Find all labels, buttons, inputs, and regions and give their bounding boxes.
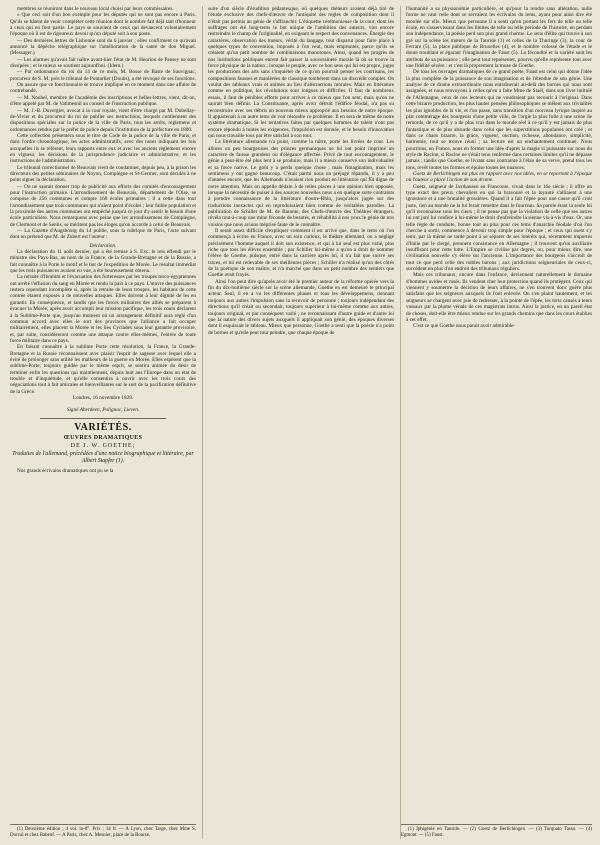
column-2	[202, 6, 394, 839]
paragraph: — Des dernières lettres de Lisbonne sont du 6 janvier ; elles confirment ce qu'avait annoncé la dépêche télégraphique sur l'amélioration de la santé de don Miguel. (Messager.)	[10, 37, 196, 57]
paragraph: En faisant connaître à la sublime Porte cette résolution, la France, la Grande-Bretagne et la Russie reconnaissent avec plaisir l'esprit de sagesse avec lequel elle a évité de prolonger sans utilité les malheurs de la guerre en Morée. Elles espèrent que la sublime-Porte, toujours guidée par le même esprit, se sentira animée du désir de terminer enfin les questions qui maintiennent, depuis huit ans l'Europe dans un état de trouble et d'inquiétude, et qu'elle consentira à ouvrir avec les trois cours des négociations tout à fait amicales et bienveillantes sur le sort de la pacification définitive de la Grèce.	[10, 344, 196, 395]
paragraph: La déclaration du 11 août dernier, qui a été remise à S. Exc. le reis effendi par le ministre des Pays-Bas, au nom de la France, de la Grande-Bretagne et de la Russie, a fait connaître à la Porte le motif et le but de l'expédition de Morée. Le résultat immédiat que les trois puissances avaient en vue, a été heureusement obtenu.	[10, 249, 196, 275]
paragraph: On assure que ce fonctionnaire se trouve impliqué en ce moment dans une affaire de contrebande.	[10, 82, 196, 95]
translation-note: Traduites de l'allemand, précédées d'une notice biographique et littéraire, par Albert Stapfer (1).	[12, 451, 194, 465]
work-title: ŒUVRES DRAMATIQUES	[63, 435, 143, 442]
paragraph: — M. Nouhel, membre de l'académie des inscriptions et belles-lettres, vient, dit-on, d'être appelé par M. de Vatimesnil au conseil de l'instruction publique.	[10, 94, 196, 108]
author-name: DE J. W. GOETHE;	[70, 443, 136, 450]
paragraph: membres se réuniront dans le nouveau local choisi par leurs commissaires.	[17, 6, 174, 12]
paragraph: « Que ceci soit d'un bon exemple pour les députés qui ne sont pas encore à Paris. Qu'ils se hâtent de venir compléter cette réunion dont le nombre fait déjà tant d'honneur à ceux qui en font partie. Le pays se souvient de ceux qui devancent volontairement l'époque où il est de rigoureux devoir qu'un député soit à son poste.	[10, 12, 196, 38]
signatories: Signé Aberdeen, Polignac, Lieven.	[66, 406, 140, 413]
paragraph: Goetz, seigneur de Jaxthausen en Franconie, vivait dans le 16e siècle ; il offre un type exact des preux chevaliers en qui la bravoure et la loyauté s'alliaient à une ignorance et à une brutalité grossières. Quand il a fait l'épée pour une cause qu'il croit juste, rien au monde ne la lui ferait remettre dans le fourreau. Sa parole étant la seule loi qu'il reconnaisse sous les cieux ; il ne pense pas que la violation de celle que ses autres lui ont juré lui confère à lui-même le droit d'enfreindre la sienne vis-à-vis d'eux. Or, une telle règle de conduite, bonne tout au plus pour ces tems d'anarchie féodale d'où l'on cherche à sortir, commence à devenir trop simple pour l'époque ; et ceux qui osent s'y tenir, par là même ne tarde point à se séparer de ses intérêts qui, récemment importés d'Italie par le clergé, prennent consistance en Allemagne ; il trouvent qu'un auxiliaire insuffisant pour cette lutte. L'Empire se civilise par degrés, ou, pour mieux dire, une civilisation nouvelle s'y élève sur l'ancienne. L'importance des bourgeois s'accroît de tout ce que perd celle des nobles barons ; aux juridictions seigneuriales de ceux-ci, succèdent en plus d'un endroit des tribunaux réguliers.	[406, 183, 592, 273]
paragraph: C'est ce que Goethe nous parait avoir admirable-	[413, 323, 516, 330]
paragraph: Goetz de Berlichingen est plus en rapport avec nos idées, en se reportant à l'époque où l'auteur a placé l'action de son drame.	[406, 170, 592, 184]
section-divider	[40, 418, 166, 419]
paragraph: — M. J.-B. Duvergier, avocat à la cour royale, vient d'être chargé par M. Dubellay-de-Vivier et du procureur du roi de publier ses instructions, lesquels contiennent des dispositions spéciales sur la police de la ville de Paris, tous les arrêts, règlemens et ordonnances rendus par le préfet de police depuis l'institution de la préfecture en 1800.	[10, 107, 196, 133]
column-1	[10, 6, 196, 839]
declaration-title: Déclaration.	[89, 242, 117, 249]
section-heading-varietes: VARIÉTÉS.	[74, 422, 132, 434]
paragraph: La retraite d'Ibrahim et l'évacuation des forteresses par les troupes turco-égyptiennes ont arrêté l'effusion du sang en Morée et rendu la paix à ce pays. L'œuvre des puissances restera cependant incomplète si, après la retraite de leurs troupes, les habitans de cette contrée étaient exposés à de nouvelles attaques. Elles doivent à leur dignité de les en garantir. En conséquence, et tandis que les forces militaires des alliés se préparent à évacuer la Morée, après avoir accompli leur mission pacifique, les trois cours déclarent à la Sublime-Porte que, jusqu'au moment où un arrangement définitif aura réglé d'un commun accord avec elles le sort des provinces que l'alliance a fait occuper militairement, elles placent la Morée et les îles Cyclades sous leur garantie provisoire, et, par suite, considéreront comme une attaque contre elles-mêmes, l'entrée de toute force militaire dans ce pays.	[10, 274, 196, 344]
footnote-block	[401, 824, 592, 839]
footnote: (1) Deuxième édition ; 4 vol. in-8°. Prix : 14 fr. — A Lyon, chez Targe, chez Mme S. Durval et chez Babeuf. — A Paris, chez A. Mesnier, place de la Bourse.	[10, 827, 196, 839]
footnote: (1) Iphigénie en Tauride. — (2) Goetz de Berlichingen. — (3) Torquato Tasso. — (4) Egmont. — (5) Faust.	[401, 827, 592, 839]
paragraph: — On ne saurait donner trop de publicité aux efforts des comités d'encouragement pour l'instruction primaire. L'arrondissement de Beauvais, département de l'Oise, se compose de 256 communes et compte 160 écoles primaires ; il a cette dans tout l'arrondissement que trois communes qui n'aient point d'écoles ; leur faible population et la proximité des autres communes ont empêché jusqu'à ce jour d'y sentir le besoin d'une école particulière. Nous remarquons avec peine que les arrondissemens de Compiègne, de Clermont et de Senlis, se méritent pas les éloges qu'on accorde à celui de Beauvais.	[10, 183, 196, 228]
paragraph: De tous les ouvrages dramatiques de ce grand poète, Faust est celui qui donne l'idée la plus complète de la puissance de son imagination et de l'étendue de son génie. Une analyse de ce drame extraordinaire nous entraînerait au-delà des bornes qui nous sont assignées, et nous renvoyons à celles qu'en a faite Mme de Staël, dans son livre intitulé de l'Allemagne, ceux de nos lecteurs qui ne voudraient pas recourir à l'original. Dans cette bizarre production, les plus hautes pensées philosophiques se mêlent aux trivialités les plus ignobles de la vie, et l'on passe, sans transition d'un morceau lyrique inspiré au plat commérage des bourgeois d'une petite ville, de l'orgie la plus folle à une scène de remords, de ce qu'il y a de plus vrai dans le monde réel à ce qu'il y est jamais de plus fantastique et de plus absurde dans celui que les superstitions populaires ont créé ; et dans ce chaos bizarre, la grâce, vigueur, onction, richesse, abondance, simplicité, harmonie, tout se trouve réuni ; sa lecture est un enchantement continuel. Nous pourrions, en France, nous en former une idée d'après la magie si puissante sur nous du style de Racine, si Racine ne s'était tenu renfermé dans certaines limites qu'il ne dépasse jamais ; tandis que Goethe, se livrant sans contrainte à l'élan de sa verve, prend tous les tons, revêt toutes les formes et épuise toutes les nuances.	[406, 69, 592, 171]
paragraph: Il serait assez difficile d'expliquer comment il est arrivé que, dans le tems où l'on commença à écrire en France, avec un soin curieux, le théâtre allemand, on a négligé précisément l'homme auquel il doit son existence, et qui à lui seul est plus varié, plus riche que tous les élèves ensemble ; par Schiller lui-même a qu'on a droit de nommer l'élève de Goethe, puisque, entré dans la carrière après lui, il n'a fait que suivre ses traces, et lui est redevable de ses meilleures pièces ; Schiller n'a réalisé qu'un des côtés de la poétique de son maître, et n'a marché que dans un petit nombre des sentiers que Goethe avait frayés.	[208, 228, 394, 279]
paragraph: suite d'un siècle d'érudition pédantesque, où quelques rhéteurs avaient déjà tiré de l'étude exclusive des chefs-d'œuvre de l'antiquité des règles de composition dont il n'était pas permis au génie de s'affranchir. L'étiquette cérémonieuse de la cour, dont les suffrages ont été long-tems le but unique de l'ambition des auteurs, vint encore restreindre le champ de l'originalité, en exigeant le respect des convenances. Énergie des caractères, observation des mœurs, vérité du langage, tout disparut pour faire place à quelques types de convention, imposés à l'on veut, mais empruntés, parce qu'ils se créaient qu'un petit nombre de combinaisons monotones. Ainsi, quand les progrès de nos institutions politiques eurent fait passer la souveraineté morale là où se trouve la force physique de la nation ; lorsque le peuple, avec ce bon sens qui lui est propre, juges les productions des arts sans s'inquiéter de ce qu'on pourrait penser les courtisans, les compositions fausses et maniérées de classique tombèrent dans un discrédit complet. On voulut des tableaux vrais et animés au lieu d'abstractions morales. Mais en littérature comme en politique, les révolutions sont longues et difficiles. Il faut de nombreux essais, il faut de pénibles efforts pour arriver à ce mieux que l'on sent, mais qu'on ne saurait bien définir. La Constituante, après avoir détruit l'édifice féodal, n'a pas su reconstruire avec ses débris un nouveau mieux approprié aux besoins de notre époque. Il appartenait à un autre tems de voir résoudre ce problème. Il en sera de même de notre système dramatique. Si les tentatives faites par quelques hommes de talent n'ont pas encore répondu à toutes les exigences, l'impulsion est donnée, et le besoin d'innovation qui nous travaille tous par être satisfait à son tour.	[208, 6, 394, 139]
dateline: Londres, 16 novembre 1828.	[72, 394, 134, 401]
paragraph: Ainsi l'on peut dire qu'après avoir été le premier auteur de la réforme opérée vers la fin du dix-huitième siècle sur la scène allemande, Goethe en est demeuré le principal acteur. Seul, il en a vu les différentes phases et tous les développemens, donnant toujours aux autres l'impulsion sans la recevoir de personne ; toujours indépendant des directions qu'il créait ou secondait, toujours supérieur à lui-même comme aux autres, toujours original, et par conséquent varié ; ne reconnaissant d'autre guide et d'autre loi que la nature des divers sujets auxquels il appliquait son génie, des époques diverses dont il esquissait le tableau. Mieux que personne, Goethe a senti que la poésie n'a point de bornes et qu'elle peut tout peindre, que chaque époque de	[208, 278, 394, 336]
paragraph: Mais ces tribunaux, encore dans l'enfance, deviennent naturellement le domaine d'hommes avides et rusés. Ils vendent cher leur protection quand ils protègent. Ceux qui viennent y soumettre la décision de leurs affaires, ne s'en trouvent donc guère plus satisfaits que les seigneurs auxquels ils l'ont enlevée. On s'en plaint hautement, et les seigneurs se chargent avec joie de redresser, à la pointe de l'épée, les torts causés à leurs vassaux par la plume vénale de ces magistrats intrus. Ainsi la justice, en un pareil état de choses, doit-elle être mieux rendue sur les grands chemins que dans les cours établies à cet effet.	[406, 272, 592, 323]
paragraph: — Les alarmes qu'avait fait naître avant-hier l'état de M. Henrion de Pansey ne sont dissipées ; et le mieux se soutient aujourd'hui. (Idem.)	[10, 56, 196, 70]
footnote-block	[10, 824, 196, 839]
column-3	[400, 6, 592, 839]
paragraph: Nos grands écrivains dramatiques ont pu se la	[17, 468, 114, 475]
paragraph: Le tribunal correctionnel de Beauvais vient de condamner, depuis peu, à la prison les directeurs des petites séminaires de Noyon, Compiègne et St-Germer, sont décidés à ne point signer la déclaration.	[10, 164, 196, 184]
paragraph: l'humanité a sa physionomie particulière, et qu'pour la rendre sans altération, nulle forme ne vaut celle dont se servaient les écrivains du tems, ayant pour ainsi dire été moulée sur elle. Mieux que personne il a senti qu'en portant les fers de telle ou telle école, en s'asservissant dans les limites de telle ou telle période de l'histoire, en perdant son indépendance, la poésie perd son plus grand charme. Le sens d'élite qui trouve à son gré sur la scène les mœurs de la Tauride (1) et celles de la Thuringe (3), la cour de Ferrare (5), la place publique de Bruxelles (4), et le nombre colossé de l'étude et le doute troublant et égarant l'imagination de Faust (5). La fécondité et la variété sont les attributs de sa puissance ; elle peut tout représenter, pourvu qu'elle représente tout avec une fidélité sévère : et c'est là proprement la muse de Goethe.	[406, 6, 592, 70]
paragraph: Cette collection présentera sous le titre de Code de la police de la ville de Paris, et dans l'ordre chronologique, les actes administratifs, avec des notes indiquant les lois auxquelles ils se réfèrent, leurs rapports entre eux et avec les anciens règlemens encore en vigueur, les décisions de la jurisprudence judiciaire et administrative, et les instructions de l'administration.	[10, 132, 196, 165]
paragraph: — La Gazette d'Augsbourg du 14 publie, sous la rubrique de Paris, l'acte suivant dont on prétend que M. de Zubert est l'auteur :	[10, 228, 196, 241]
paragraph: La littérature allemande n'a point, comme la nôtre, porté les livrées de cour. Les allures un peu bourgeoises des princes germaniques ne lui ont point imprimé un caractère de fausse grandeur ou d'élégance affectée. Privé de tout encouragement, le génie a peut-être été plus lent à se produire, mais il a mieux conservé son individualité et sa force native. Le goût y a perdu quelque chose ; mais l'imagination, mais les sentimens y ont gagné beaucoup. C'était parmi nous un préjugé répandu, il y a peu d'années encore, que les Allemands n'avaient rien produit en littérature qui fût digne de notre attention. Mais on appelle dédain à de telles places à une opinion bien opposée, lorsque la nécessité de puiser à des sources nouvelles nous a en quelque sorte contraints à prendre connaissance de la littérature d'outre-Rhin, jusqu'alors jugée sur des traductions inexactes qui en reproduisaient bien comme de véritables parodies. La publication de Schiller de M. de Barante, des Chefs-d'œuvre des Théâtres étrangers, révéla tout-à-coup une mine féconde de beautés, et réhabilita à nos yeux le génie de nos voisins que nous avions méprisé faute de le connaître.	[208, 139, 394, 228]
paragraph: — Par ordonnance du roi du 14 de ce mois, M. Bosse de Baste de Sauvignac, procureur de S. M. près le tribunal de Pontarlier (Doubs), a été révoqué de ses fonctions.	[10, 69, 196, 82]
